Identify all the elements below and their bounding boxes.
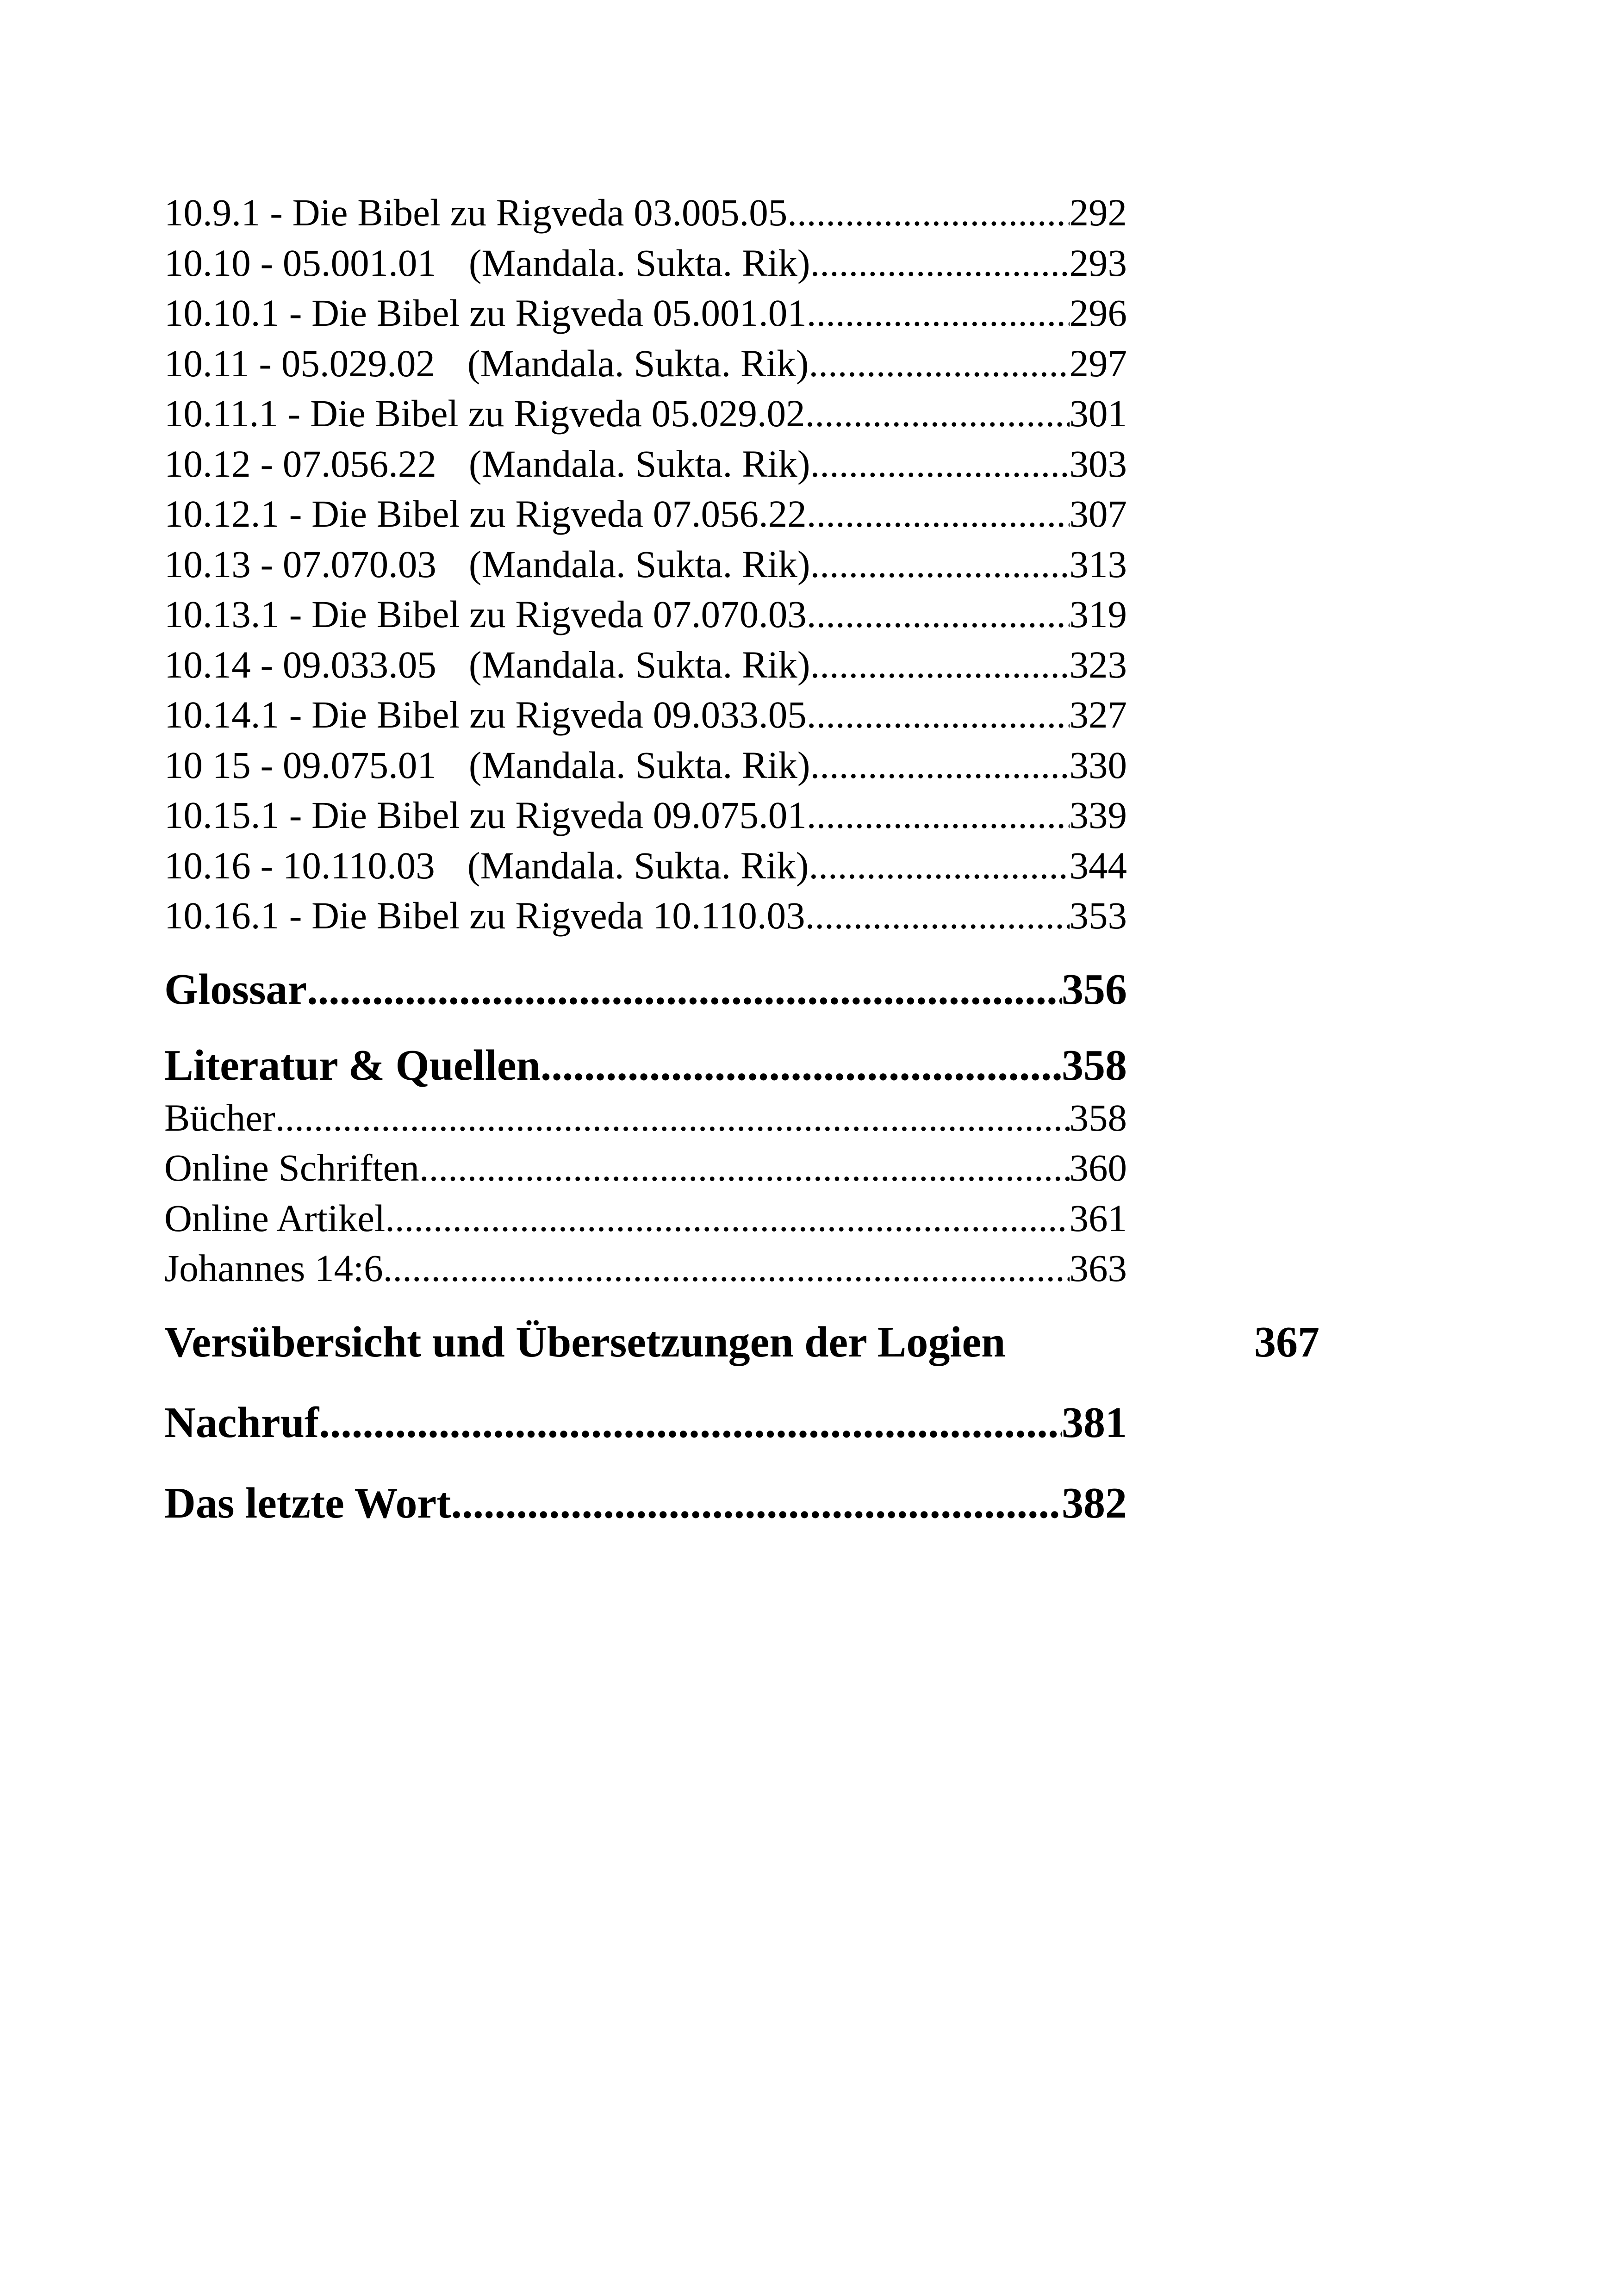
toc-heading-page: 382 — [1062, 1479, 1127, 1527]
toc-entry-number: 10.16.1 - — [164, 894, 302, 937]
toc-leader-dots — [807, 489, 1070, 539]
toc-subentry-title: Johannes 14:6 — [164, 1247, 383, 1289]
toc-entry[interactable] — [164, 338, 1127, 389]
toc-entry-page: 339 — [1069, 794, 1127, 836]
toc-entry[interactable] — [164, 640, 1127, 690]
toc-entry-title: Die Bibel zu Rigveda 07.056.22 — [311, 492, 807, 535]
toc-entry[interactable] — [164, 539, 1127, 590]
toc-heading-page: 358 — [1062, 1041, 1127, 1089]
toc-entry-title: 05.001.01 — [282, 241, 436, 284]
toc-entry-number: 10.13.1 - — [164, 593, 302, 635]
toc-entry-number: 10.12 - — [164, 442, 274, 485]
toc-entry-title: 10.110.03 — [282, 844, 435, 887]
toc-entry-page: 297 — [1069, 342, 1127, 385]
toc-entry-number: 10.10 - — [164, 241, 274, 284]
toc-entry-number: 10.12.1 - — [164, 492, 302, 535]
toc-entry-extra: (Mandala. Sukta. Rik) — [468, 442, 810, 485]
toc-entry[interactable] — [164, 690, 1127, 740]
toc-heading-glossar[interactable] — [164, 962, 1127, 1017]
toc-entry-page: 313 — [1069, 542, 1127, 585]
toc-entry[interactable] — [164, 740, 1127, 790]
toc-entry-page: 327 — [1069, 693, 1127, 736]
toc-leader-dots — [275, 1093, 1070, 1143]
toc-entry-page: 296 — [1069, 292, 1127, 334]
toc-entry[interactable] — [164, 890, 1127, 941]
toc-entry-page: 353 — [1069, 894, 1127, 937]
toc-entry[interactable] — [164, 840, 1127, 891]
toc-heading-versuebersicht[interactable] — [164, 1315, 1319, 1369]
toc-entry-title: Die Bibel zu Rigveda 10.110.03 — [311, 894, 805, 937]
table-of-contents — [164, 187, 1319, 1531]
toc-leader-dots — [810, 740, 1070, 790]
toc-heading-page: 356 — [1062, 965, 1127, 1014]
toc-entry-page: 293 — [1069, 241, 1127, 284]
toc-leader-dots — [809, 840, 1069, 891]
toc-leader-dots — [810, 539, 1070, 590]
toc-subentry[interactable] — [164, 1143, 1127, 1193]
toc-entry-title: Die Bibel zu Rigveda 05.029.02 — [310, 392, 805, 435]
toc-entry-title: Die Bibel zu Rigveda 09.033.05 — [311, 693, 807, 736]
toc-entry-page: 323 — [1069, 643, 1127, 686]
toc-entry[interactable] — [164, 187, 1127, 238]
toc-subentry[interactable] — [164, 1193, 1127, 1244]
toc-entry-page: 330 — [1069, 743, 1127, 786]
toc-leader-dots — [807, 589, 1070, 640]
toc-entry-number: 10.11 - — [164, 342, 272, 385]
toc-leader-dots — [805, 388, 1070, 439]
toc-entry-number: 10 15 - — [164, 743, 274, 786]
toc-leader-dots — [451, 1476, 1062, 1531]
toc-entry-number: 10.14 - — [164, 643, 274, 686]
toc-leader-dots — [810, 439, 1070, 489]
toc-leader-dots — [807, 690, 1070, 740]
toc-entry-page: 301 — [1069, 392, 1127, 435]
toc-subentry-page: 363 — [1069, 1247, 1127, 1289]
toc-entry-number: 10.13 - — [164, 542, 274, 585]
toc-leader-dots — [319, 1395, 1062, 1450]
toc-entry[interactable] — [164, 439, 1127, 489]
toc-subentry-title: Online Schriften — [164, 1146, 419, 1189]
toc-entry[interactable] — [164, 288, 1127, 338]
toc-entry-extra: (Mandala. Sukta. Rik) — [468, 241, 810, 284]
toc-entry-page: 292 — [1069, 191, 1127, 234]
toc-entry-title: Die Bibel zu Rigveda 09.075.01 — [311, 794, 807, 836]
toc-entry-extra: (Mandala. Sukta. Rik) — [467, 844, 809, 887]
toc-leader-dots — [541, 1038, 1062, 1093]
toc-entry[interactable] — [164, 489, 1127, 539]
toc-entry-number: 10.15.1 - — [164, 794, 302, 836]
toc-entry-title: Die Bibel zu Rigveda 07.070.03 — [311, 593, 807, 635]
toc-leader-dots — [805, 890, 1070, 941]
toc-heading-title: Versübersicht und Übersetzungen der Logien — [164, 1318, 1006, 1366]
toc-subentry[interactable] — [164, 1243, 1127, 1294]
toc-entry-title: Die Bibel zu Rigveda 03.005.05 — [292, 191, 788, 234]
toc-leader-dots — [809, 338, 1069, 389]
toc-heading-letztes-wort[interactable] — [164, 1476, 1127, 1531]
toc-leader-dots — [810, 238, 1070, 288]
toc-entry-page: 319 — [1069, 593, 1127, 635]
toc-heading-nachruf[interactable] — [164, 1395, 1127, 1450]
toc-heading-literatur[interactable] — [164, 1038, 1127, 1093]
toc-entry[interactable] — [164, 589, 1127, 640]
toc-leader-dots — [385, 1193, 1069, 1244]
toc-entry[interactable] — [164, 238, 1127, 288]
toc-entry-number: 10.14.1 - — [164, 693, 302, 736]
toc-subentry-page: 358 — [1069, 1096, 1127, 1139]
toc-entry-title: 07.070.03 — [282, 542, 436, 585]
toc-entry-number: 10.16 - — [164, 844, 274, 887]
toc-entry[interactable] — [164, 790, 1127, 840]
toc-entry-page: 303 — [1069, 442, 1127, 485]
toc-entry-number: 10.10.1 - — [164, 292, 302, 334]
toc-entry-extra: (Mandala. Sukta. Rik) — [468, 643, 810, 686]
toc-heading-page: 367 — [1254, 1318, 1319, 1366]
toc-entry-extra: (Mandala. Sukta. Rik) — [468, 542, 810, 585]
toc-heading-title: Glossar — [164, 965, 307, 1014]
toc-entry-title: 07.056.22 — [282, 442, 436, 485]
toc-leader-dots — [787, 187, 1069, 238]
toc-entry-number: 10.9.1 - — [164, 191, 283, 234]
toc-heading-title: Das letzte Wort — [164, 1479, 451, 1527]
toc-leader-dots — [807, 790, 1070, 840]
toc-heading-title: Literatur & Quellen — [164, 1041, 541, 1089]
toc-entry-title: 09.033.05 — [282, 643, 436, 686]
toc-heading-page: 381 — [1062, 1398, 1127, 1447]
toc-leader-dots — [810, 640, 1070, 690]
toc-entry-number: 10.11.1 - — [164, 392, 301, 435]
toc-leader-dots — [307, 962, 1062, 1017]
toc-subentry-page: 360 — [1069, 1146, 1127, 1189]
toc-entry-extra: (Mandala. Sukta. Rik) — [468, 743, 810, 786]
toc-entry-extra: (Mandala. Sukta. Rik) — [467, 342, 809, 385]
toc-subentry[interactable] — [164, 1093, 1127, 1143]
toc-entry[interactable] — [164, 388, 1127, 439]
toc-subentry-title: Online Artikel — [164, 1196, 386, 1239]
toc-subentry-page: 361 — [1069, 1196, 1127, 1239]
toc-leader-dots — [383, 1243, 1070, 1294]
toc-entry-page: 307 — [1069, 492, 1127, 535]
toc-heading-title: Nachruf — [164, 1398, 319, 1447]
toc-subentry-title: Bücher — [164, 1096, 275, 1139]
toc-entry-title: 09.075.01 — [282, 743, 436, 786]
toc-entry-page: 344 — [1069, 844, 1127, 887]
toc-leader-dots — [807, 288, 1070, 338]
toc-entry-title: 05.029.02 — [281, 342, 435, 385]
toc-entry-title: Die Bibel zu Rigveda 05.001.01 — [311, 292, 807, 334]
toc-leader-dots — [419, 1143, 1070, 1193]
